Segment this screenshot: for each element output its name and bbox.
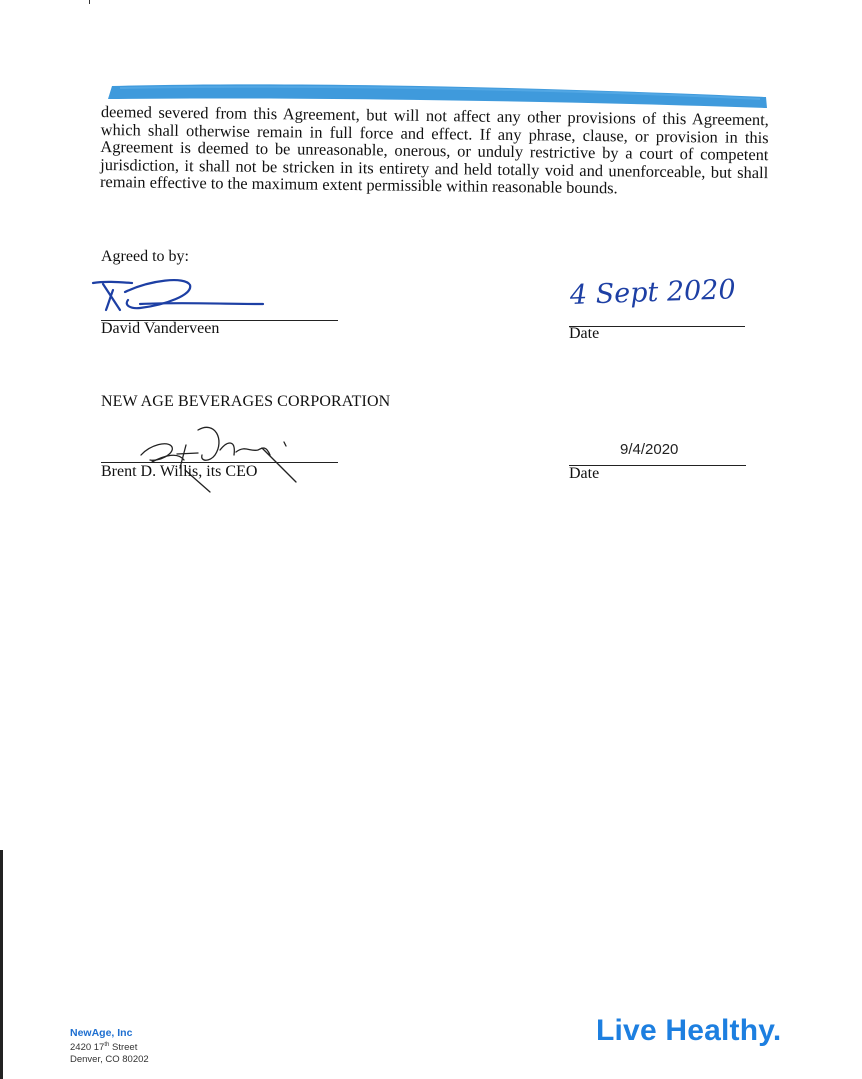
signatory-1-name: David Vanderveen xyxy=(101,320,220,337)
handwritten-date: 4 Sept 2020 xyxy=(569,274,737,311)
footer-address xyxy=(70,1027,149,1066)
footer-company: NewAge, Inc xyxy=(70,1027,133,1039)
typed-date: 9/4/2020 xyxy=(620,441,679,458)
footer-city: Denver, CO 80202 xyxy=(70,1054,149,1066)
david-vanderveen-signature xyxy=(93,280,263,310)
scan-edge xyxy=(0,850,3,1079)
signatory-2-name: Brent D. Willis, its CEO xyxy=(101,463,258,480)
agreement-paragraph: deemed severed from this Agreement, but will not affect any other provisions of this Agreement, which shall otherwise remain in full force and effect. If any phrase, clause, or provision in this Agreement is deemed to be unreasonable, onerous, or unduly restrictive by a court of competent jurisdiction, it shall not be stricken in its entirety and held totally void and unenforceable, but shall remain effective to the maximum extent permissible within reasonable bounds. xyxy=(99,102,769,198)
date-label-1: Date xyxy=(569,325,600,342)
footer-street: 2420 17th Street xyxy=(70,1042,138,1054)
brand-tagline: Live Healthy. xyxy=(596,1014,782,1047)
date-label-2: Date xyxy=(569,465,600,482)
brent-willis-signature xyxy=(141,427,296,492)
agreed-to-by-label: Agreed to by: xyxy=(101,248,189,265)
company-name: NEW AGE BEVERAGES CORPORATION xyxy=(101,393,391,410)
